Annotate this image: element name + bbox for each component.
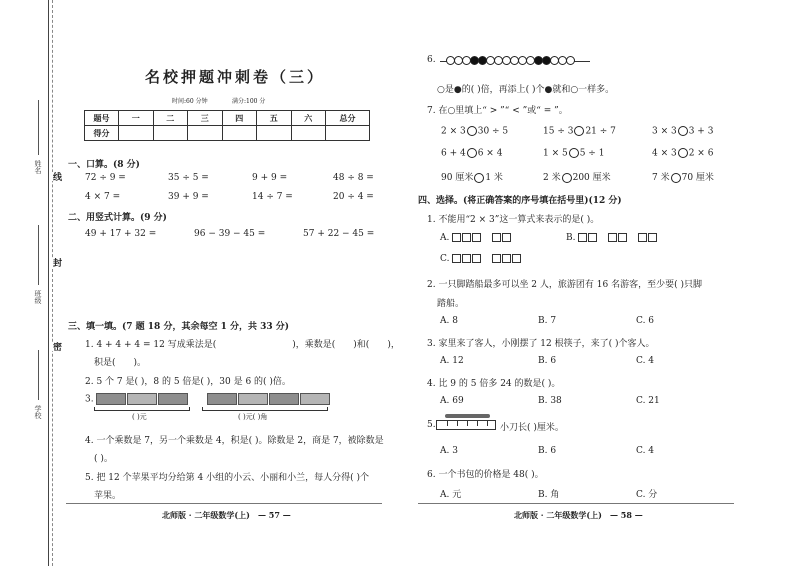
score-cell: 六 [291,111,326,126]
compare-item [441,148,502,159]
compare-left: 2 × 3 [441,126,466,137]
ruler-tick [447,421,448,426]
score-input-cell[interactable] [119,126,154,141]
oral-item: 14 ÷ 7 = [252,192,293,202]
score-input-cell[interactable] [326,126,370,141]
choice-option-b[interactable]: B. 7 [538,316,557,326]
compare-circle[interactable] [671,173,681,183]
compare-item [652,170,714,183]
footer-divider [66,503,382,504]
name-line [38,100,39,155]
compare-right: 5 ÷ 1 [579,148,605,159]
vertical-calc-item: 49 + 17 + 32 = [85,229,157,239]
choice-option-a[interactable]: A. 12 [440,356,464,366]
banknote-image [207,393,237,405]
banknote-image [238,393,268,405]
choice-q6: 6. 一个书包的价格是 48( )。 [427,470,544,480]
compare-circle[interactable] [678,126,688,136]
class-label: 班级 [34,290,42,304]
fill-q1-part: 积是( [94,358,116,368]
footer-left-page: — 57 — [258,510,291,520]
binding-line [48,0,49,566]
choice-option-c[interactable]: C. 4 [636,446,655,456]
choice-option-c[interactable] [440,254,532,264]
compare-left: 4 × 3 [652,148,677,159]
compare-circle[interactable] [678,148,688,158]
choice-q5-number: 5. [427,420,436,430]
oral-item: 72 ÷ 9 = [85,173,126,183]
compare-left: 3 × 3 [652,126,677,137]
q7-instruction: 7. 在○里填上“ > ”“ < ”或“ = ”。 [427,106,568,116]
compare-right: 70 厘米 [681,173,714,183]
class-line [38,225,39,285]
compare-right: 6 × 4 [477,148,503,159]
choice-option-a[interactable]: A. 69 [440,396,464,406]
ruler-tick [477,421,478,426]
school-line [38,350,39,400]
compare-item [652,148,713,159]
option-label: A. [440,233,450,243]
compare-circle[interactable] [467,148,477,158]
score-table-score-row [85,126,370,141]
choice-q3: 3. 家里来了客人，小刚摆了 12 根筷子，来了( )个客人。 [427,339,655,349]
fill-q3 [85,393,331,405]
full-score: 满分:100 分 [232,98,266,105]
name-label: 姓名 [34,160,42,174]
section-3-title: 三、填一填。(7 题 18 分，其余每空 1 分，共 33 分) [68,322,290,332]
banknote-image [158,393,188,405]
ruler-tick [487,421,488,426]
choice-option-a[interactable]: A. 元 [440,490,462,500]
compare-right: 1 米 [485,173,503,183]
choice-option-b[interactable]: B. 6 [538,446,557,456]
compare-item [543,170,611,183]
ruler-tick [467,421,468,426]
choice-option-b[interactable]: B. 6 [538,356,557,366]
choice-option-c[interactable]: C. 4 [636,356,655,366]
choice-option-a[interactable]: A. 3 [440,446,458,456]
compare-right: 3 + 3 [688,126,714,137]
q6-number: 6. [427,55,436,65]
score-cell: 总分 [326,111,370,126]
fill-q5: 5. 把 12 个苹果平均分给第 4 小组的小云、小丽和小兰，每人分得( )个 [85,473,369,483]
fill-q1-part: )和( [353,340,370,350]
footer-right-text: 北师版 · 二年级数学(上) [514,510,602,520]
fill-q1 [85,337,400,350]
exam-time: 时间:60 分钟 [172,98,208,105]
compare-circle[interactable] [467,126,477,136]
fill-q4-continued: ( )。 [94,454,113,464]
choice-option-a[interactable]: A. 8 [440,316,458,326]
score-input-cell[interactable] [188,126,223,141]
school-label: 学校 [34,405,42,419]
compare-left: 2 米 [543,173,561,183]
option-label: C. [440,254,450,264]
score-cell: 五 [257,111,292,126]
oral-item: 4 × 7 = [85,192,121,202]
brace-group-2 [202,407,328,411]
choice-option-b[interactable]: B. 角 [538,490,560,500]
fill-q1-part: )。 [133,358,147,368]
compare-left: 6 + 4 [441,148,466,159]
compare-item [543,148,604,159]
bead-row [446,56,574,66]
compare-right: 2 × 6 [688,148,714,159]
score-cell: 得分 [85,126,119,141]
score-cell: 四 [222,111,257,126]
score-input-cell[interactable] [153,126,188,141]
oral-item: 48 ÷ 8 = [333,173,374,183]
compare-right: 200 厘米 [572,173,611,183]
score-table [84,110,370,141]
banknote-image [300,393,330,405]
choice-q2: 2. 一只脚踏船最多可以坐 2 人，旅游团有 16 名游客，至少要( )只脚 [427,280,702,290]
choice-option-c[interactable]: C. 分 [636,490,658,500]
compare-left: 15 ÷ 3 [543,126,574,137]
fill-q1-continued [94,355,146,368]
choice-q5-text: 小刀长( )厘米。 [500,423,564,433]
fill-q1-part: )，乘数是( [292,340,336,350]
choice-option-a[interactable] [440,233,522,243]
oral-item: 39 + 9 = [168,192,209,202]
knife-icon [445,414,490,418]
choice-option-b[interactable]: B. 38 [538,396,562,406]
oral-item: 9 + 9 = [252,173,288,183]
compare-item [652,126,713,137]
choice-q4: 4. 比 9 的 5 倍多 24 的数是( )。 [427,379,561,389]
compare-circle[interactable] [474,173,484,183]
compare-item [441,126,508,137]
compare-item [543,126,616,137]
compare-left: 90 厘米 [441,173,474,183]
q6-text: ○是●的( )倍，再添上( )个●就和○一样多。 [437,85,615,95]
money-answer-1: ( )元 [132,413,147,421]
seal-char-line: 线 [51,172,61,181]
choice-option-c[interactable]: C. 21 [636,396,660,406]
score-cell: 一 [119,111,154,126]
question-number: 3. [85,394,94,405]
oral-item: 20 ÷ 4 = [333,192,374,202]
banknote-image [96,393,126,405]
score-cell: 题号 [85,111,119,126]
score-table-header-row [85,111,370,126]
score-input-cell[interactable] [222,126,257,141]
seal-char-secret: 密 [51,342,61,351]
page-title: 名校押题冲刺卷（三） [145,68,326,86]
fill-q1-part: )， [387,340,400,350]
ruler-with-knife-image [436,420,496,430]
fill-q1-part: 1. 4 + 4 + 4 = 12 写成乘法是( [85,340,217,350]
option-label: B. [566,233,576,243]
choice-option-b[interactable] [566,233,668,243]
compare-left: 1 × 5 [543,148,568,159]
compare-item [441,170,503,183]
binding-dashed-line [52,0,53,566]
footer-divider [418,503,734,504]
footer-left-text: 北师版 · 二年级数学(上) [162,510,250,520]
score-cell: 二 [153,111,188,126]
compare-right: 21 ÷ 7 [585,126,616,137]
vertical-calc-item: 57 + 22 − 45 = [303,229,375,239]
section-4-title: 四、选择。(将正确答案的序号填在括号里)(12 分) [418,196,622,206]
compare-circle[interactable] [574,126,584,136]
banknote-image [127,393,157,405]
ruler-tick [457,421,458,426]
money-answer-2: ( )元( )角 [238,413,268,421]
section-1-title: 一、口算。(8 分) [68,160,140,170]
compare-left: 7 米 [652,173,670,183]
compare-circle[interactable] [562,173,572,183]
oral-item: 35 ÷ 5 = [168,173,209,183]
white-bead [566,56,575,65]
score-input-cell[interactable] [257,126,292,141]
vertical-calc-item: 96 − 39 − 45 = [194,229,266,239]
compare-circle[interactable] [569,148,579,158]
fill-q4: 4. 一个乘数是 7，另一个乘数是 4，积是( )。除数是 2，商是 7，被除数是 [85,436,384,446]
seal-char-seal: 封 [51,258,61,267]
section-2-title: 二、用竖式计算。(9 分) [68,213,167,223]
fill-q5-continued: 苹果。 [94,491,122,501]
banknote-image [269,393,299,405]
choice-option-c[interactable]: C. 6 [636,316,655,326]
choice-q2-continued: 踏船。 [437,299,465,309]
fill-q2: 2. 5 个 7 是( )，8 的 5 倍是( )，30 是 6 的( )倍。 [85,377,291,387]
score-cell: 三 [188,111,223,126]
score-input-cell[interactable] [291,126,326,141]
brace-group-1 [94,407,190,411]
footer-right-page: — 58 — [610,510,643,520]
compare-right: 30 ÷ 5 [477,126,509,137]
choice-q1: 1. 不能用“2 × 3”这一算式来表示的是( )。 [427,215,600,225]
